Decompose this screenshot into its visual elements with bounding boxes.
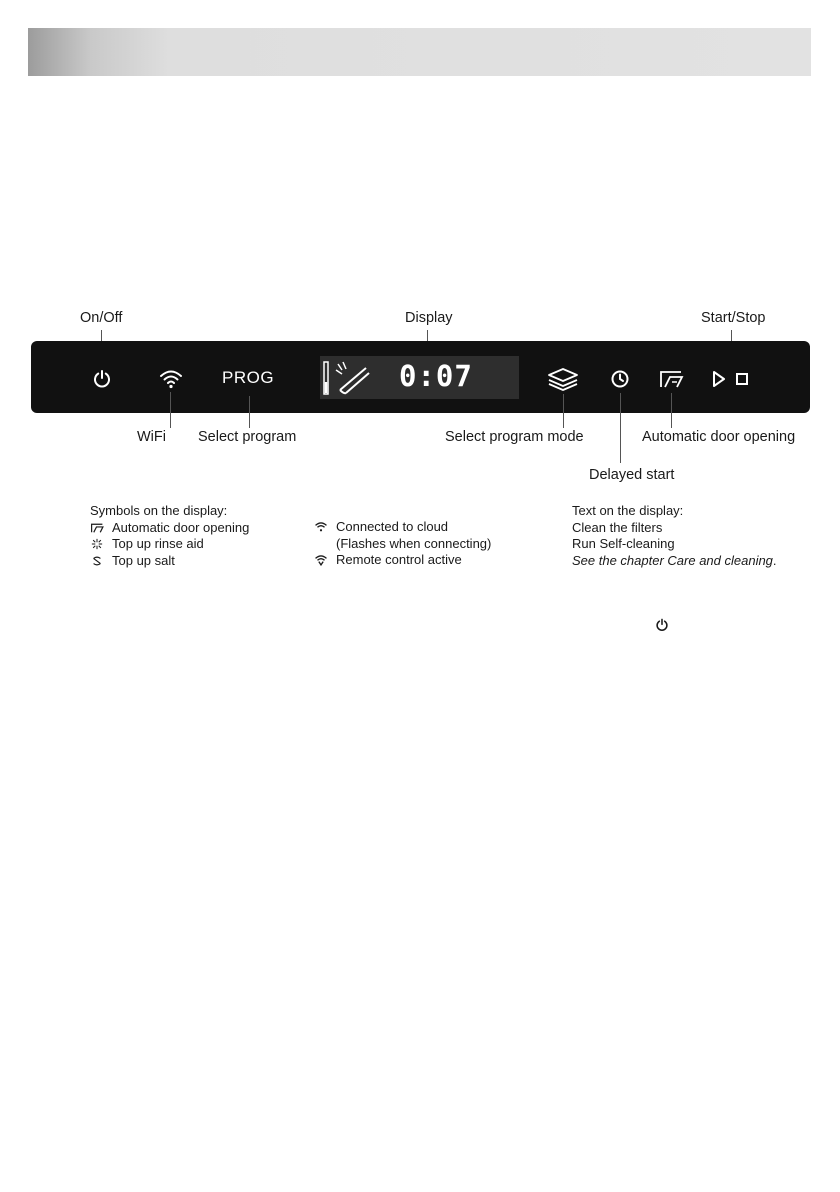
legend-connected-text: Connected to cloud (336, 519, 449, 534)
power-small-icon (655, 618, 669, 632)
layers-icon (546, 367, 580, 391)
legend-rinse-text: Top up rinse aid (112, 536, 204, 551)
legend-text-line2: Run Self-cleaning (572, 536, 675, 551)
rinse-aid-icon (90, 538, 104, 550)
stop-button[interactable] (733, 370, 751, 388)
clock-icon (610, 369, 630, 389)
remote-control-icon (314, 554, 328, 566)
program-mode-button[interactable] (545, 366, 581, 392)
legend-text (572, 503, 777, 569)
label-select-program: Select program (198, 429, 297, 445)
play-icon (712, 370, 726, 388)
leader-select-program (249, 396, 250, 428)
leader-delayed-start (620, 393, 621, 463)
legend-symbols-title: Symbols on the display: (90, 503, 228, 518)
delayed-start-button[interactable] (608, 367, 632, 391)
start-button[interactable] (710, 369, 728, 389)
legend-remote-text: Remote control active (336, 552, 462, 567)
legend-item-salt (90, 553, 249, 570)
door-small-icon (90, 522, 104, 534)
label-display: Display (405, 310, 453, 326)
label-wifi: WiFi (137, 429, 166, 445)
legend-text-line3-italic: See the chapter Care and cleaning (572, 552, 773, 568)
rinse-program-icon (322, 360, 374, 396)
legend-text-line3 (572, 553, 777, 570)
prog-button[interactable]: PROG (222, 368, 275, 387)
wifi-icon (159, 368, 183, 390)
label-on-off: On/Off (80, 310, 123, 326)
legend-text-title: Text on the display: (572, 503, 684, 518)
legend-item-connected (314, 519, 491, 536)
salt-icon (90, 555, 104, 567)
label-automatic-door-opening: Automatic door opening (642, 429, 796, 445)
legend-text-line3-period: . (772, 552, 777, 568)
label-select-program-mode: Select program mode (445, 429, 584, 445)
legend-flashes-text: (Flashes when connecting) (336, 535, 492, 551)
door-opening-button[interactable] (657, 366, 685, 392)
section-header-bar (28, 28, 811, 76)
legend-item-door (90, 520, 249, 537)
label-start-stop: Start/Stop (701, 310, 766, 326)
legend-item-rinse (90, 536, 249, 553)
power-icon (92, 369, 112, 389)
door-icon (658, 369, 684, 389)
display-time: 0:07 (399, 359, 473, 393)
wifi-button[interactable] (158, 366, 184, 392)
legend-salt-text: Top up salt (112, 552, 175, 568)
legend-door-text: Automatic door opening (112, 519, 250, 535)
leader-program-mode (563, 394, 564, 428)
leader-wifi (170, 392, 171, 428)
legend-symbols (90, 503, 249, 569)
leader-door-opening (671, 393, 672, 428)
legend-item-remote (314, 552, 491, 569)
legend-cloud (314, 519, 491, 569)
legend-text-line1: Clean the filters (572, 519, 663, 535)
label-delayed-start: Delayed start (589, 467, 675, 483)
cloud-wifi-icon (314, 521, 328, 533)
power-button[interactable] (90, 367, 114, 391)
stop-icon (735, 372, 749, 386)
